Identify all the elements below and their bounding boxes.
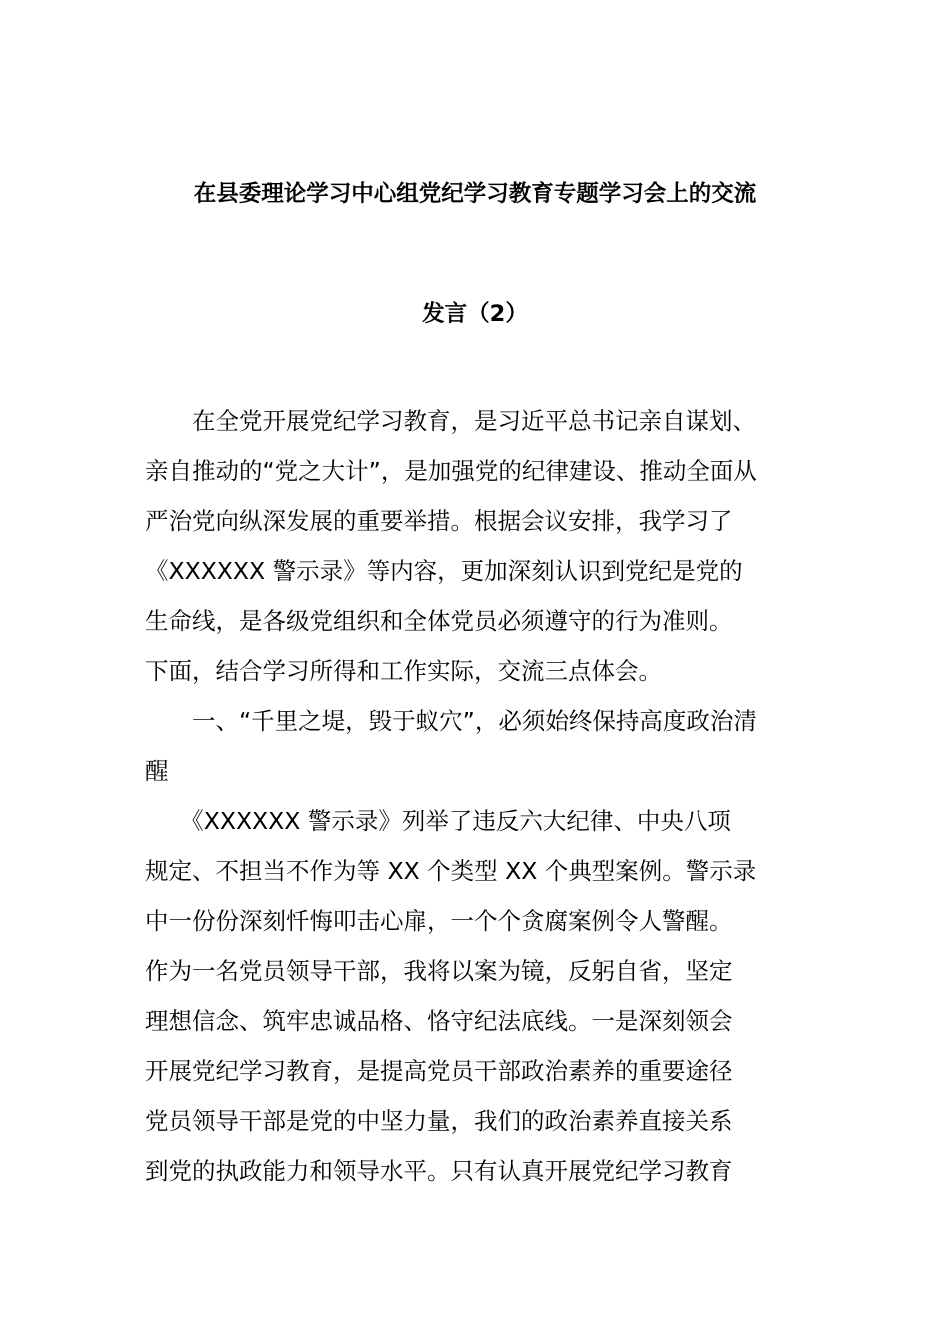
section-heading-line: 一、“千里之堤，毁于蚁穴”，必须始终保持高度政治清	[145, 707, 757, 735]
body-text-line: 理想信念、筑牢忠诚品格、恪守纪法底线。一是深刻领会	[145, 1007, 733, 1035]
body-text-line: 中一份份深刻忏悔叩击心扉，一个个贪腐案例令人警醒。	[145, 907, 733, 935]
body-text-line: 亲自推动的“党之大计”，是加强党的纪律建设、推动全面从	[145, 457, 757, 485]
section-heading-line: 醒	[145, 757, 169, 785]
body-text-line: 开展党纪学习教育，是提高党员干部政治素养的重要途径	[145, 1057, 733, 1085]
body-text-line: 作为一名党员领导干部，我将以案为镜，反躬自省，坚定	[145, 957, 733, 985]
body-text-line: 严治党向纵深发展的重要举措。根据会议安排，我学习了	[145, 507, 733, 535]
body-text-line: 《XXXXXX 警示录》等内容，更加深刻认识到党纪是党的	[145, 557, 743, 585]
body-text-line: 规定、不担当不作为等 XX 个类型 XX 个典型案例。警示录	[145, 857, 757, 885]
body-text-line: 《XXXXXX 警示录》列举了违反六大纪律、中央八项	[145, 807, 731, 835]
body-text-line: 下面，结合学习所得和工作实际，交流三点体会。	[145, 657, 662, 685]
document-title-line-1: 在县委理论学习中心组党纪学习教育专题学习会上的交流	[193, 181, 757, 208]
body-text-line: 生命线，是各级党组织和全体党员必须遵守的行为准则。	[145, 607, 733, 635]
body-text-line: 党员领导干部是党的中坚力量，我们的政治素养直接关系	[145, 1107, 733, 1135]
document-title-line-2: 发言（2）	[422, 301, 528, 328]
body-text-line: 在全党开展党纪学习教育，是习近平总书记亲自谋划、	[145, 407, 756, 435]
body-text-line: 到党的执政能力和领导水平。只有认真开展党纪学习教育	[145, 1157, 733, 1185]
